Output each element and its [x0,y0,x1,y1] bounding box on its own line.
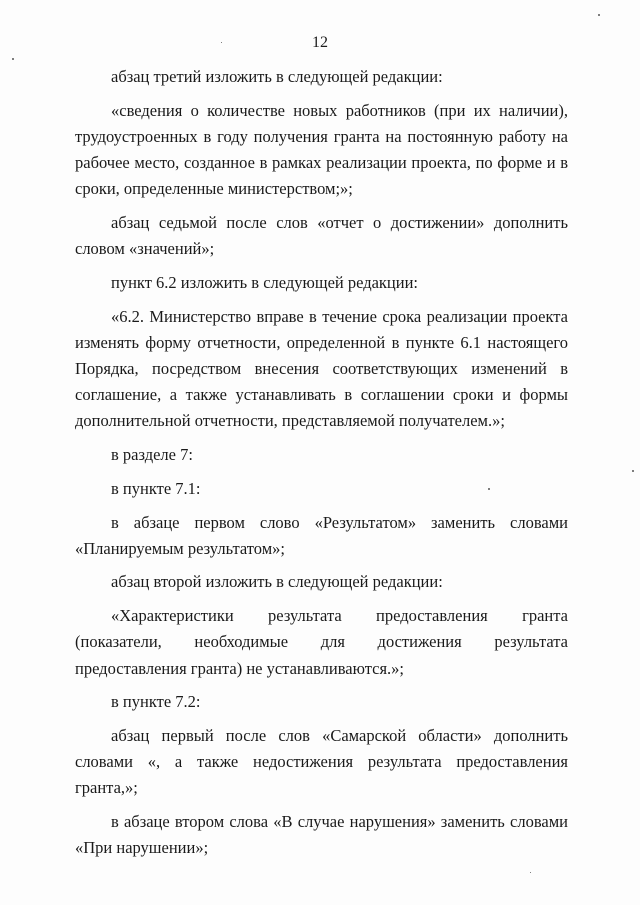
scan-speck [632,470,634,472]
scan-speck [12,58,14,60]
scan-speck [530,872,531,873]
paragraph: пункт 6.2 изложить в следующей редакции: [111,272,419,292]
document-body [75,64,568,869]
paragraph: абзац седьмой после слов «отчет о достижении» дополнить словом «значений»; [75,213,568,259]
scan-speck [488,488,490,490]
paragraph: абзац первый после слов «Самарской области» дополнить словами «, а также недостижения результата предоставления гранта,»; [75,725,568,798]
paragraph: «Характеристики результата предоставления гранта (показатели, необходимые для достижения результата предоставления гранта) не устанавливаются.»; [75,606,568,678]
paragraph: в пункте 7.1: [111,478,201,498]
paragraph: абзац третий изложить в следующей редакции: [111,67,443,86]
paragraph: в абзаце втором слова «В случае нарушения» заменить словами «При нарушении»; [75,812,568,858]
scan-speck [598,14,600,16]
paragraph: в пункте 7.2: [111,692,201,712]
scan-speck [221,42,222,43]
paragraph: в абзаце первом слово «Результатом» заменить словами «Планируемым результатом»; [75,512,568,558]
page-number: 12 [312,34,328,51]
paragraph: абзац второй изложить в следующей редакции: [111,572,443,592]
paragraph: «6.2. Министерство вправе в течение срока реализации проекта изменять форму отчетности, определенной в пункте 6.1 настоящего Порядка, посредством внесения соответствующих изменений в соглашение, а также устанавливать в соглашении сроки и формы дополнительной отчетности, представляемой получателем.»; [75,306,568,431]
paragraph: в разделе 7: [111,445,193,465]
paragraph: «сведения о количестве новых работников (при их наличии), трудоустроенных в году получения гранта на постоянную работу на рабочее место, созданное в рамках реализации проекта, по форме и в сроки, определенные министерством;»; [75,100,568,199]
